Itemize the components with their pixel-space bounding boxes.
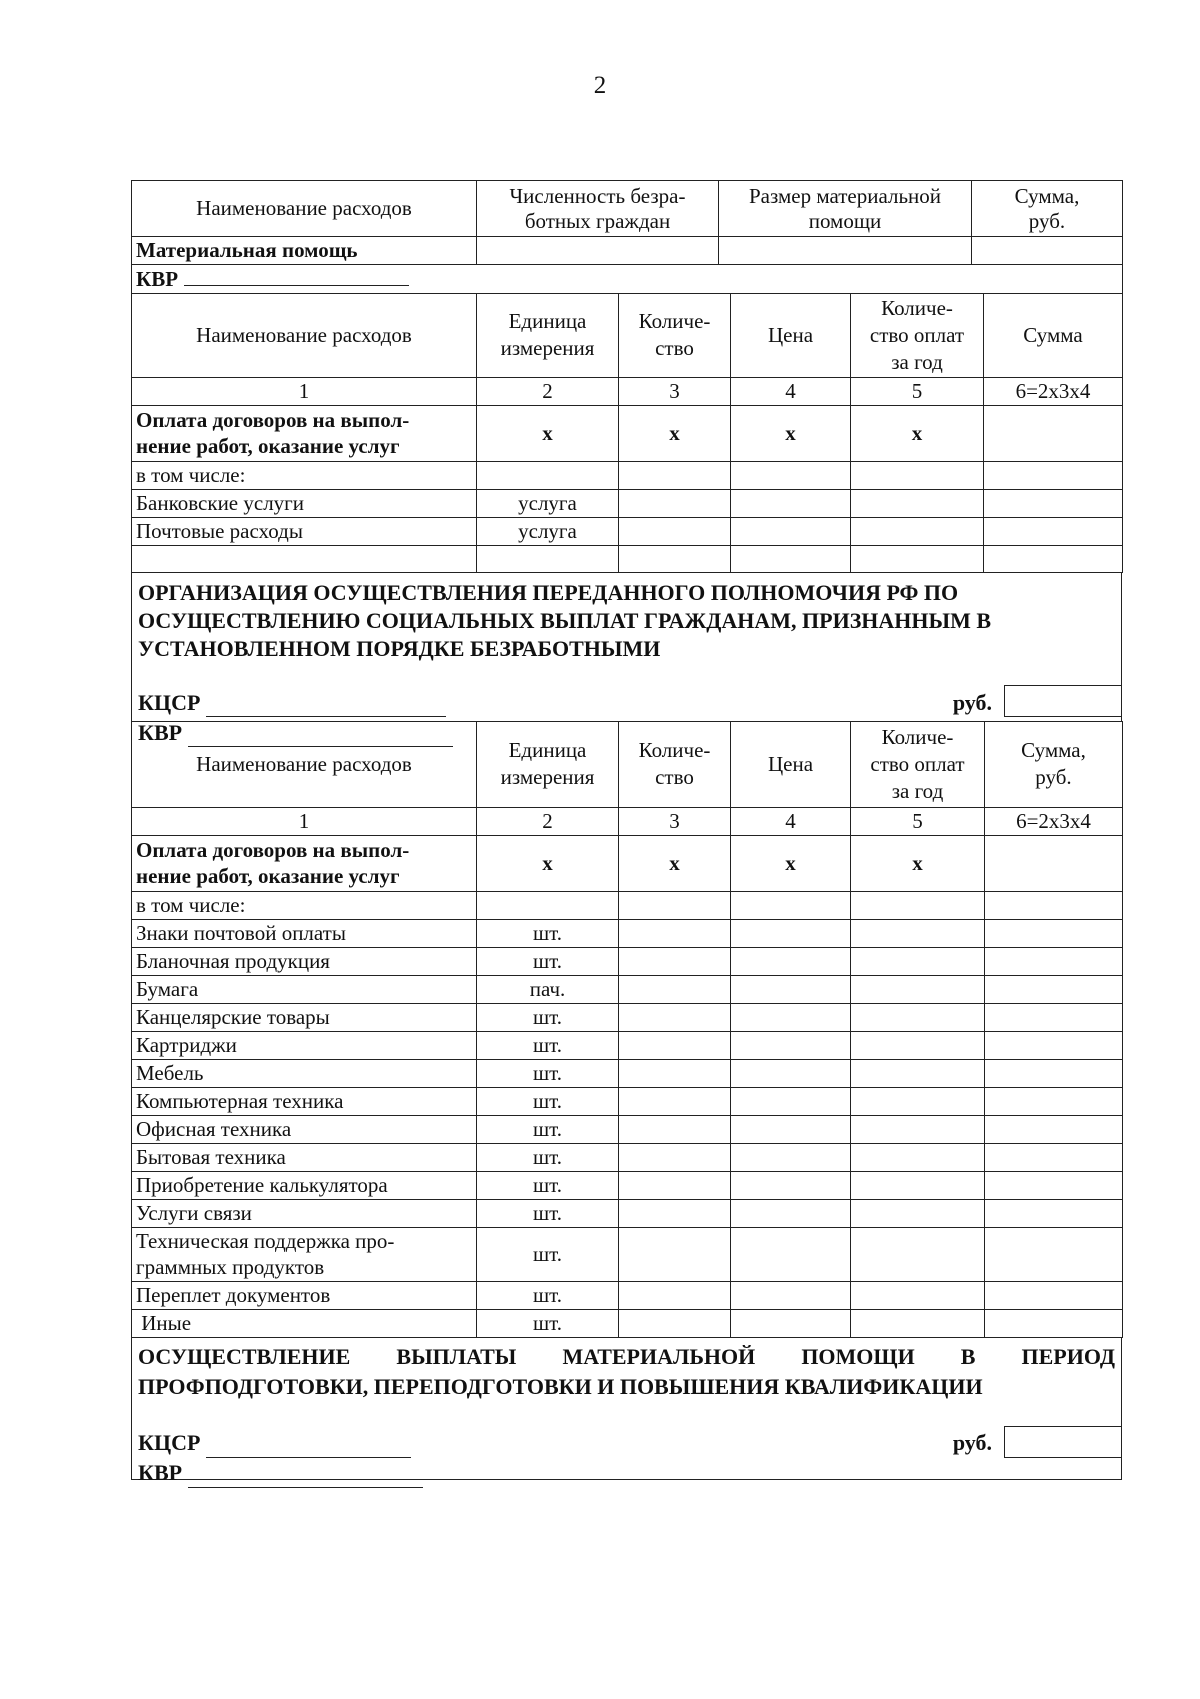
cell-empty[interactable] <box>985 1003 1123 1031</box>
mark-x: х <box>731 835 851 891</box>
cell-empty[interactable] <box>985 1115 1123 1143</box>
cell-empty[interactable] <box>477 545 619 572</box>
unit-cell: шт. <box>477 1171 619 1199</box>
col-number: 6=2х3х4 <box>984 377 1123 405</box>
row-bank-services: Банковские услуги <box>132 489 477 517</box>
cell-empty[interactable] <box>619 1199 731 1227</box>
section-social-payments <box>131 573 1122 745</box>
header-payments-per-year: Количе- ство оплат за год <box>851 721 985 807</box>
kvr-label: КВР <box>138 719 183 745</box>
cell-empty[interactable] <box>851 1227 985 1281</box>
table-row-label: Переплет документов <box>132 1281 477 1309</box>
table-row-label: Иные <box>132 1309 477 1337</box>
header-unit: Единица измерения <box>477 721 619 807</box>
section-title-line: ОРГАНИЗАЦИЯ ОСУЩЕСТВЛЕНИЯ ПЕРЕДАННОГО ПОЛНОМОЧИЯ РФ ПО <box>138 579 959 605</box>
cell-empty[interactable] <box>851 1059 985 1087</box>
unit-cell: шт. <box>477 947 619 975</box>
cell-empty[interactable] <box>851 919 985 947</box>
cell-empty[interactable] <box>851 489 984 517</box>
cell-empty[interactable] <box>619 1059 731 1087</box>
kvr-row <box>138 717 1115 747</box>
cell-empty[interactable] <box>619 975 731 1003</box>
table-row-label: Бумага <box>132 975 477 1003</box>
cell-empty[interactable] <box>985 835 1123 891</box>
title-word: ПЕРИОД <box>1021 1343 1115 1369</box>
cell-empty[interactable] <box>619 891 731 919</box>
col-number: 4 <box>731 377 851 405</box>
cell-empty[interactable] <box>619 947 731 975</box>
kcsr-label: КЦСР <box>138 1429 201 1455</box>
unit-cell: шт. <box>477 1227 619 1281</box>
cell-empty[interactable] <box>985 891 1123 919</box>
header-sum: Сумма, руб. <box>972 181 1123 237</box>
row-kvr <box>132 265 1123 294</box>
row-including: в том числе: <box>132 891 477 919</box>
cell-empty[interactable] <box>851 517 984 545</box>
cell-empty[interactable] <box>731 1309 851 1337</box>
col-number: 2 <box>477 377 619 405</box>
header-quantity: Количе- ство <box>619 293 731 377</box>
cell-empty[interactable] <box>731 947 851 975</box>
cell-empty[interactable] <box>851 1199 985 1227</box>
cell-empty[interactable] <box>619 1003 731 1031</box>
table-row-label: Канцелярские товары <box>132 1003 477 1031</box>
kvr-blank-line[interactable] <box>188 1465 423 1488</box>
table-row-label: Картриджи <box>132 1031 477 1059</box>
title-word: МАТЕРИАЛЬНОЙ <box>562 1343 756 1369</box>
title-word: ПОМОЩИ <box>801 1343 915 1369</box>
header-sum: Сумма <box>984 293 1123 377</box>
mark-x: х <box>851 835 985 891</box>
supplies-table <box>131 721 1123 1338</box>
cell-empty[interactable] <box>619 461 731 489</box>
services-table <box>131 293 1123 573</box>
kcsr-blank-line[interactable] <box>206 694 446 717</box>
cell-empty[interactable] <box>851 1143 985 1171</box>
kvr-blank-line[interactable] <box>188 724 453 747</box>
page-number: 2 <box>593 72 607 99</box>
cell-empty[interactable] <box>851 1031 985 1059</box>
row-postal-expenses: Почтовые расходы <box>132 517 477 545</box>
unit-cell: шт. <box>477 1281 619 1309</box>
cell-empty[interactable] <box>985 1309 1123 1337</box>
cell-empty[interactable] <box>985 975 1123 1003</box>
unit-cell: шт. <box>477 1087 619 1115</box>
unit-cell: услуга <box>477 517 619 545</box>
kvr-label: КВР <box>136 267 179 291</box>
cell-empty[interactable] <box>731 489 851 517</box>
cell-empty[interactable] <box>851 975 985 1003</box>
col-number: 4 <box>731 807 851 835</box>
mark-x: х <box>477 835 619 891</box>
unit-cell: шт. <box>477 1003 619 1031</box>
mark-x: х <box>731 405 851 461</box>
cell-empty[interactable] <box>731 1281 851 1309</box>
cell-empty[interactable] <box>731 545 851 572</box>
cell-empty[interactable] <box>619 517 731 545</box>
col-number: 6=2х3х4 <box>985 807 1123 835</box>
cell-empty[interactable] <box>731 919 851 947</box>
cell-empty[interactable] <box>984 489 1123 517</box>
cell-empty[interactable] <box>619 1115 731 1143</box>
header-aid-amount: Размер материальной помощи <box>719 181 972 237</box>
header-expense-name: Наименование расходов <box>132 721 477 807</box>
unit-cell: шт. <box>477 1199 619 1227</box>
cell-empty[interactable] <box>731 1199 851 1227</box>
table-row-label: Знаки почтовой оплаты <box>132 919 477 947</box>
cell-empty[interactable] <box>985 1199 1123 1227</box>
rub-amount-box[interactable] <box>1004 1426 1121 1458</box>
cell-empty[interactable] <box>851 461 984 489</box>
cell-empty[interactable] <box>731 975 851 1003</box>
col-number: 1 <box>132 377 477 405</box>
table-row-label: Приобретение калькулятора <box>132 1171 477 1199</box>
rub-area <box>953 685 1121 717</box>
cell-empty[interactable] <box>851 1171 985 1199</box>
kcsr-label: КЦСР <box>138 689 201 715</box>
section-title-line: ПРОФПОДГОТОВКИ, ПЕРЕПОДГОТОВКИ И ПОВЫШЕНИЯ КВАЛИФИКАЦИИ <box>138 1373 983 1399</box>
col-number: 2 <box>477 807 619 835</box>
header-sum: Сумма, руб. <box>985 721 1123 807</box>
header-unit: Единица измерения <box>477 293 619 377</box>
kvr-row <box>138 1458 1115 1488</box>
cell-empty[interactable] <box>731 1227 851 1281</box>
form-content <box>131 180 1122 1485</box>
unit-cell: услуга <box>477 489 619 517</box>
cell-empty[interactable] <box>132 545 477 572</box>
mark-x: х <box>619 405 731 461</box>
cell-empty[interactable] <box>619 1281 731 1309</box>
cell-empty[interactable] <box>719 237 972 265</box>
cell-empty[interactable] <box>731 891 851 919</box>
header-unemployed-count: Численность безра- ботных граждан <box>477 181 719 237</box>
cell-empty[interactable] <box>984 517 1123 545</box>
mark-x: х <box>851 405 984 461</box>
cell-empty[interactable] <box>985 1031 1123 1059</box>
cell-empty[interactable] <box>851 545 984 572</box>
cell-empty[interactable] <box>477 891 619 919</box>
row-contract-payment: Оплата договоров на выпол- нение работ, оказание услуг <box>132 405 477 461</box>
title-word: ВЫПЛАТЫ <box>396 1343 517 1369</box>
cell-empty[interactable] <box>477 461 619 489</box>
cell-empty[interactable] <box>851 1115 985 1143</box>
cell-empty[interactable] <box>731 1003 851 1031</box>
table-row-label: Офисная техника <box>132 1115 477 1143</box>
unit-cell: шт. <box>477 1031 619 1059</box>
unit-cell: шт. <box>477 1059 619 1087</box>
header-payments-per-year: Количе- ство оплат за год <box>851 293 984 377</box>
col-number: 1 <box>132 807 477 835</box>
cell-empty[interactable] <box>619 545 731 572</box>
cell-empty[interactable] <box>731 1171 851 1199</box>
col-number: 3 <box>619 377 731 405</box>
cell-empty[interactable] <box>731 1031 851 1059</box>
table-row-label: Бланочная продукция <box>132 947 477 975</box>
cell-empty[interactable] <box>851 1003 985 1031</box>
row-including: в том числе: <box>132 461 477 489</box>
cell-empty[interactable] <box>851 1309 985 1337</box>
cell-empty[interactable] <box>851 891 985 919</box>
kcsr-row <box>138 1426 1115 1458</box>
cell-empty[interactable] <box>619 919 731 947</box>
header-expense-name: Наименование расходов <box>132 181 477 237</box>
cell-empty[interactable] <box>984 461 1123 489</box>
table-row-label: Техническая поддержка про- граммных продуктов <box>132 1227 477 1281</box>
kvr-label: КВР <box>138 1459 183 1485</box>
unit-cell: шт. <box>477 919 619 947</box>
cell-empty[interactable] <box>985 1059 1123 1087</box>
unit-cell: шт. <box>477 1115 619 1143</box>
header-price: Цена <box>731 721 851 807</box>
table-row-label: Услуги связи <box>132 1199 477 1227</box>
cell-empty[interactable] <box>619 1143 731 1171</box>
cell-empty[interactable] <box>731 1115 851 1143</box>
mark-x: х <box>477 405 619 461</box>
cell-empty[interactable] <box>851 1281 985 1309</box>
row-contract-payment: Оплата договоров на выпол- нение работ, оказание услуг <box>132 835 477 891</box>
cell-empty[interactable] <box>984 545 1123 572</box>
table-row-label: Мебель <box>132 1059 477 1087</box>
section-training-aid <box>131 1338 1122 1485</box>
col-number: 3 <box>619 807 731 835</box>
cell-empty[interactable] <box>985 1143 1123 1171</box>
header-price: Цена <box>731 293 851 377</box>
header-expense-name: Наименование расходов <box>132 293 477 377</box>
cell-empty[interactable] <box>619 1227 731 1281</box>
material-aid-table <box>131 180 1123 294</box>
cell-empty[interactable] <box>985 1087 1123 1115</box>
section-title-line: ОСУЩЕСТВЛЕНИЮ СОЦИАЛЬНЫХ ВЫПЛАТ ГРАЖДАНАМ, ПРИЗНАННЫМ В <box>138 607 992 633</box>
cell-empty[interactable] <box>619 1087 731 1115</box>
unit-cell: шт. <box>477 1143 619 1171</box>
kvr-blank-line[interactable] <box>184 265 409 286</box>
cell-empty[interactable] <box>477 237 719 265</box>
cell-empty[interactable] <box>619 1031 731 1059</box>
title-word: В <box>960 1343 976 1369</box>
cell-empty[interactable] <box>731 517 851 545</box>
mark-x: х <box>619 835 731 891</box>
unit-cell: шт. <box>477 1309 619 1337</box>
cell-empty[interactable] <box>619 1309 731 1337</box>
rub-area <box>953 1426 1121 1458</box>
table-row-label: Бытовая техника <box>132 1143 477 1171</box>
cell-empty[interactable] <box>731 1143 851 1171</box>
cell-empty[interactable] <box>851 1087 985 1115</box>
row-material-aid: Материальная помощь <box>132 237 477 265</box>
rub-label: руб. <box>952 1429 992 1455</box>
section-title-line <box>138 1342 1115 1372</box>
kcsr-row <box>138 685 1115 717</box>
col-number: 5 <box>851 807 985 835</box>
cell-empty[interactable] <box>731 1087 851 1115</box>
kcsr-blank-line[interactable] <box>206 1435 411 1458</box>
cell-empty[interactable] <box>731 461 851 489</box>
table-row-label: Компьютерная техника <box>132 1087 477 1115</box>
cell-empty[interactable] <box>985 1227 1123 1281</box>
cell-empty[interactable] <box>851 947 985 975</box>
section-title-line: УСТАНОВЛЕННОМ ПОРЯДКЕ БЕЗРАБОТНЫМИ <box>138 635 661 661</box>
rub-amount-box[interactable] <box>1004 685 1121 717</box>
col-number: 5 <box>851 377 984 405</box>
cell-empty[interactable] <box>731 1059 851 1087</box>
cell-empty[interactable] <box>985 1171 1123 1199</box>
cell-empty[interactable] <box>619 1171 731 1199</box>
cell-empty[interactable] <box>985 1281 1123 1309</box>
cell-empty[interactable] <box>984 405 1123 461</box>
cell-empty[interactable] <box>985 919 1123 947</box>
cell-empty[interactable] <box>972 237 1123 265</box>
title-word: ОСУЩЕСТВЛЕНИЕ <box>138 1343 351 1369</box>
unit-cell: пач. <box>477 975 619 1003</box>
cell-empty[interactable] <box>985 947 1123 975</box>
cell-empty[interactable] <box>619 489 731 517</box>
rub-label: руб. <box>952 689 992 715</box>
header-quantity: Количе- ство <box>619 721 731 807</box>
